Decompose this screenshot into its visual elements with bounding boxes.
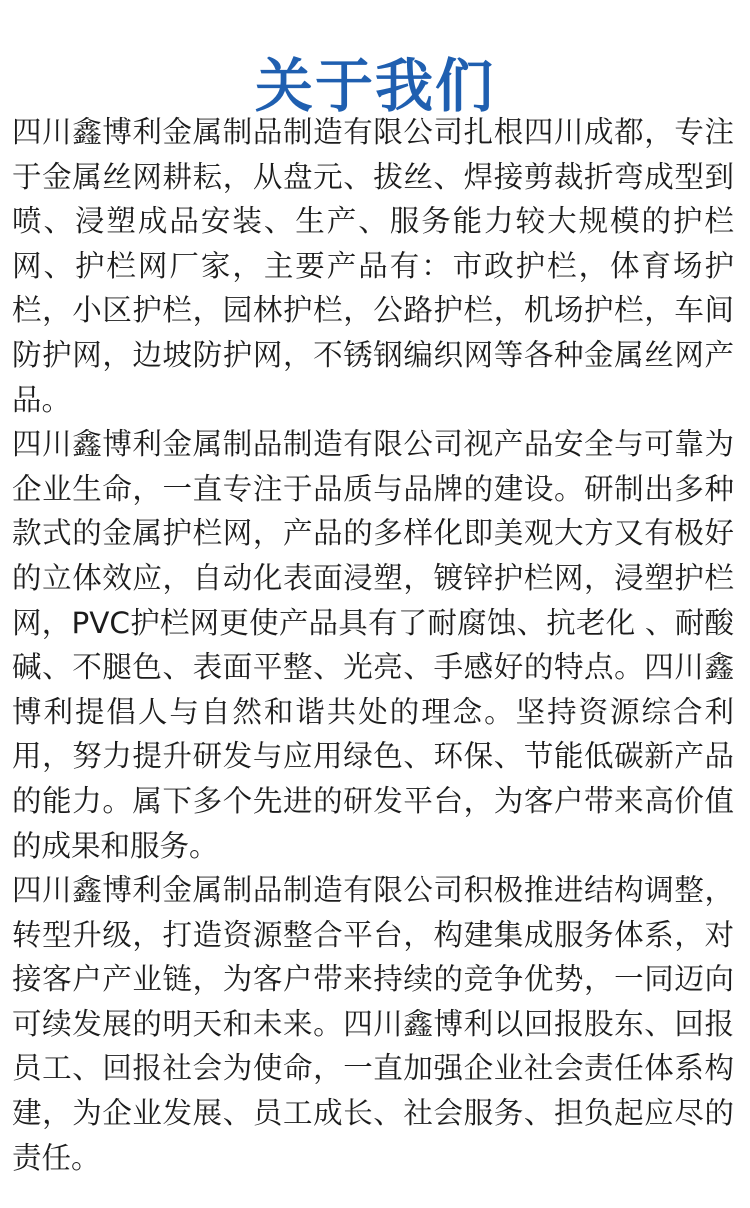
about-content	[12, 110, 734, 1180]
paragraph-quality-products: 四川鑫博利金属制品制造有限公司视产品安全与可靠为企业生命，一直专注于品质与品牌的建设。研制出多种款式的金属护栏网，产品的多样化即美观大方又有极好的立体效应，自动化表面浸塑，镀锌护栏网，浸塑护栏网，PVC护栏网更使产品具有了耐腐蚀、抗老化 、耐酸碱、不腿色、表面平整、光亮、手感好的特点。四川鑫博利提倡人与自然和谐共处的理念。坚持资源综合利用，努力提升研发与应用绿色、环保、节能低碳新产品的能力。属下多个先进的研发平台，为客户带来高价值的成果和服务。	[12, 427, 734, 863]
paragraph-mission: 四川鑫博利金属制品制造有限公司积极推进结构调整，转型升级，打造资源整合平台，构建集成服务体系，对接客户产业链，为客户带来持续的竞争优势，一同迈向可续发展的明天和未来。四川鑫博利以回报股东、回报员工、回报社会为使命，一直加强企业社会责任体系构建，为企业发展、员工成长、社会服务、担负起应尽的责任。	[12, 873, 734, 1175]
page-title: 关于我们	[254, 51, 495, 120]
paragraph-company-intro: 四川鑫博利金属制品制造有限公司扎根四川成都，专注于金属丝网耕耘，从盘元、拔丝、焊接剪裁折弯成型到喷、浸塑成品安装、生产、服务能力较大规模的护栏网、护栏网厂家，主要产品有：市政护栏，体育场护栏，小区护栏，园林护栏，公路护栏，机场护栏，车间防护网，边坡防护网，不锈钢编织网等各种金属丝网产品。	[12, 115, 734, 417]
